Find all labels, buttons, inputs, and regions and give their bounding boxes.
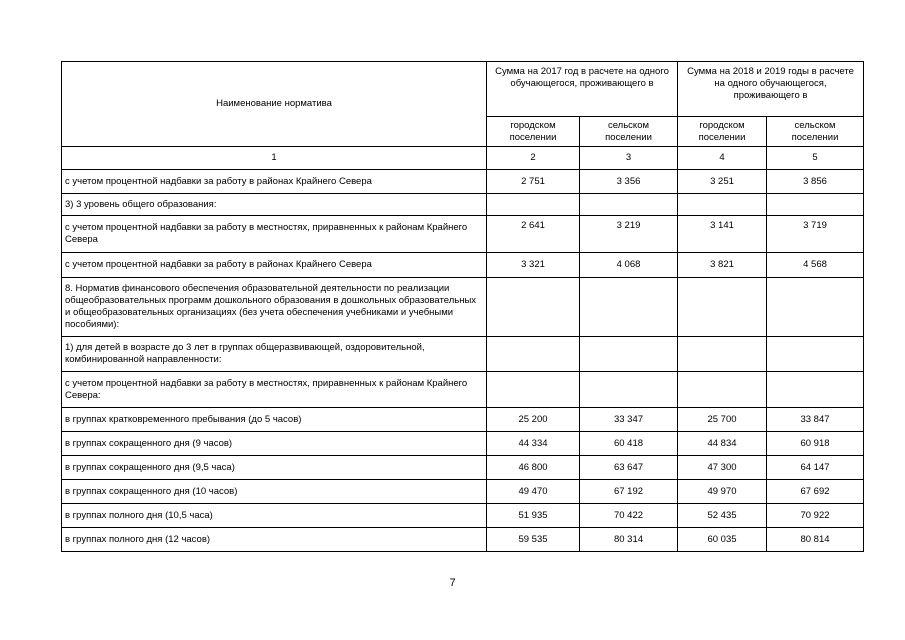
table-row [62,432,864,456]
value-rural-2017: 60 418 [580,432,678,456]
table-row [62,408,864,432]
row-label: с учетом процентной надбавки за работу в районах Крайнего Севера [62,253,487,278]
row-label: в группах сокращенного дня (9,5 часа) [62,456,487,480]
value-rural-2017: 70 422 [580,504,678,528]
row-label: в группах сокращенного дня (9 часов) [62,432,487,456]
value-urban-2018-2019 [678,194,767,216]
table-row [62,278,864,337]
row-label: 3) 3 уровень общего образования: [62,194,487,216]
page-number: 7 [449,577,456,589]
value-rural-2017: 67 192 [580,480,678,504]
value-rural-2017 [580,194,678,216]
value-urban-2017: 25 200 [487,408,580,432]
value-urban-2018-2019: 3 821 [678,253,767,278]
value-urban-2017: 2 751 [487,170,580,194]
value-urban-2017: 49 470 [487,480,580,504]
row-label: в группах кратковременного пребывания (до 5 часов) [62,408,487,432]
value-rural-2017: 80 314 [580,528,678,552]
value-urban-2018-2019: 25 700 [678,408,767,432]
value-rural-2018-2019: 60 918 [767,432,864,456]
value-rural-2018-2019: 3 856 [767,170,864,194]
value-urban-2017 [487,337,580,372]
table-row [62,194,864,216]
value-rural-2017: 4 068 [580,253,678,278]
value-urban-2018-2019: 49 970 [678,480,767,504]
table-row [62,480,864,504]
value-urban-2018-2019 [678,278,767,337]
table-row [62,504,864,528]
header-name-column: Наименование норматива [62,62,487,147]
column-number-row [62,147,864,170]
column-number: 2 [487,147,580,170]
value-rural-2017 [580,372,678,408]
value-rural-2017 [580,337,678,372]
value-rural-2018-2019: 64 147 [767,456,864,480]
value-urban-2018-2019: 52 435 [678,504,767,528]
value-urban-2018-2019: 3 141 [678,216,767,253]
value-rural-2017: 3 219 [580,216,678,253]
value-urban-2018-2019: 47 300 [678,456,767,480]
column-number: 1 [62,147,487,170]
value-urban-2017: 2 641 [487,216,580,253]
value-rural-2017: 33 347 [580,408,678,432]
normative-table [61,61,864,552]
value-rural-2017 [580,278,678,337]
value-rural-2017: 63 647 [580,456,678,480]
row-label: 8. Норматив финансового обеспечения образовательной деятельности по реализации общеобразовательных программ дошкольного образования в дошкольных образовательных и общеобразовательных организациях (без учета обеспечения учебниками и учебными пособиями): [62,278,487,337]
table-row [62,253,864,278]
table-row [62,170,864,194]
value-rural-2018-2019 [767,337,864,372]
value-urban-2017: 44 334 [487,432,580,456]
header-urban-2018-2019: городском поселении [678,117,767,147]
row-label: в группах сокращенного дня (10 часов) [62,480,487,504]
header-rural-2017: сельском поселении [580,117,678,147]
row-label: в группах полного дня (10,5 часа) [62,504,487,528]
row-label: с учетом процентной надбавки за работу в местностях, приравненных к районам Крайнего Севера: [62,372,487,408]
value-urban-2018-2019 [678,337,767,372]
value-urban-2018-2019: 60 035 [678,528,767,552]
value-rural-2018-2019: 80 814 [767,528,864,552]
value-urban-2018-2019 [678,372,767,408]
value-urban-2017 [487,194,580,216]
value-urban-2017 [487,278,580,337]
table-row [62,372,864,408]
column-number: 5 [767,147,864,170]
value-rural-2018-2019 [767,194,864,216]
header-urban-2017: городском поселении [487,117,580,147]
value-urban-2017: 51 935 [487,504,580,528]
row-label: 1) для детей в возрасте до 3 лет в группах общеразвивающей, оздоровительной, комбинированной направленности: [62,337,487,372]
value-urban-2018-2019: 44 834 [678,432,767,456]
header-rural-2018-2019: сельском поселении [767,117,864,147]
row-label: в группах полного дня (12 часов) [62,528,487,552]
table-row [62,528,864,552]
value-urban-2017: 46 800 [487,456,580,480]
value-rural-2018-2019: 4 568 [767,253,864,278]
table-row [62,456,864,480]
row-label: с учетом процентной надбавки за работу в местностях, приравненных к районам Крайнего Севера [62,216,487,253]
header-group-2017: Сумма на 2017 год в расчете на одного обучающегося, проживающего в [487,62,678,117]
header-group-2018-2019: Сумма на 2018 и 2019 годы в расчете на одного обучающегося, проживающего в [678,62,864,117]
table-row [62,216,864,253]
value-urban-2017 [487,372,580,408]
value-urban-2017: 59 535 [487,528,580,552]
value-urban-2018-2019: 3 251 [678,170,767,194]
value-rural-2017: 3 356 [580,170,678,194]
value-rural-2018-2019 [767,372,864,408]
value-rural-2018-2019: 3 719 [767,216,864,253]
column-number: 4 [678,147,767,170]
column-number: 3 [580,147,678,170]
value-rural-2018-2019: 70 922 [767,504,864,528]
row-label: с учетом процентной надбавки за работу в районах Крайнего Севера [62,170,487,194]
value-rural-2018-2019: 67 692 [767,480,864,504]
value-urban-2017: 3 321 [487,253,580,278]
value-rural-2018-2019 [767,278,864,337]
value-rural-2018-2019: 33 847 [767,408,864,432]
table-row [62,337,864,372]
